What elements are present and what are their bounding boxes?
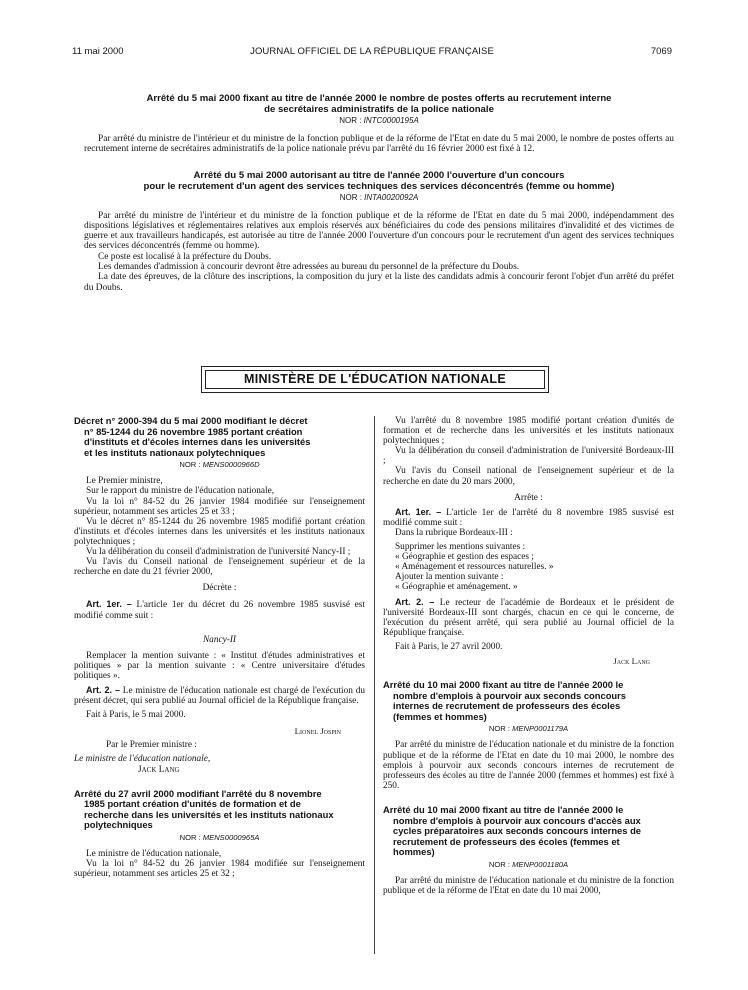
paragraph: Vu la loi n° 84-52 du 26 janvier 1984 modifiée sur l'enseignement supérieur, notamment ses articles 25 et 33 ;	[74, 496, 365, 517]
journal-title: JOURNAL OFFICIEL DE LA RÉPUBLIQUE FRANÇAISE	[250, 46, 494, 57]
paragraph: Vu l'arrêté du 8 novembre 1985 modifié portant création d'unités de formation et de recherche dans les universités et les instituts nationaux polytechniques ;	[383, 416, 674, 447]
nor-reference: NOR : MENS0000965A	[179, 833, 260, 842]
arrete-section-2	[84, 170, 674, 293]
paragraph: Par arrêté du ministre de l'éducation nationale et du ministre de la fonction publique et de la réforme de l'Etat en date du 10 mai 2000,	[383, 875, 674, 896]
fait-line: Fait à Paris, le 27 avril 2000.	[395, 641, 503, 652]
paragraph: Par arrêté du ministre de l'intérieur et du ministre de la fonction publique et de la réforme de l'Etat en date du 5 mai 2000, le nombre de postes offerts au recrutement interne de secrétaires administratifs de la police nationale prévu par l'arrêté du 16 février 2000 est fixé à 12.	[84, 134, 674, 155]
paragraph: Vu la délibération du conseil d'administration de l'université Bordeaux-III ;	[383, 446, 674, 467]
minister-title: Le ministre de l'éducation nationale,	[74, 754, 211, 765]
arrete-title: Arrêté du 27 avril 2000 modifiant l'arrêté du 8 novembre 1985 portant création d'unités de formation et de recherche dans les universités et les instituts nationaux polytechniques	[74, 787, 334, 831]
article-2: Art. 2. – Le ministre de l'éducation nationale est chargé de l'exécution du présent décret, qui sera publié au Journal officiel de la République française.	[74, 684, 365, 707]
signature-lang: Jack Lang	[613, 655, 650, 666]
fait-line: Fait à Paris, le 5 mai 2000.	[86, 710, 186, 721]
paragraph: Ce poste est localisé à la préfecture du Doubs.	[98, 251, 272, 262]
article-1: Art. 1er. – L'article 1er de l'arrêté du 8 novembre 1985 susvisé est modifié comme suit :	[383, 506, 675, 528]
decret-title: Décret n° 2000-394 du 5 mai 2000 modifiant le décret n° 85-1244 du 26 novembre 1985 portant création d'instituts et d'écoles internes dans les universités et les instituts nationaux polytechniques	[74, 415, 311, 458]
paragraph: Vu la délibération du conseil d'administration de l'université Nancy-II ;	[86, 547, 351, 558]
nor-reference: NOR : MENP0001179A	[488, 724, 569, 734]
paragraph: Vu la loi n° 84-52 du 26 janvier 1984 modifiée sur l'enseignement supérieur, notamment ses articles 25 et 32 ;	[74, 859, 365, 880]
nor-reference: NOR : INTC0000195A	[339, 116, 419, 125]
ajouter-line: Ajouter la mention suivante :	[395, 572, 504, 583]
signature-lang: Jack Lang	[138, 764, 180, 775]
paragraph: Par arrêté du ministre de l'éducation nationale et du ministre de la fonction publique et de la réforme de l'Etat en date du 10 mai 2000, le nombre des emplois à pourvoir aux seconds concours internes de recrutement de professeurs des écoles au titre de l'année 2000 (femmes et hommes) est fixé à 250.	[383, 740, 674, 791]
paragraph: Le ministre de l'éducation nationale,	[86, 849, 222, 859]
nor-reference: NOR : MENS0000966D	[179, 460, 260, 470]
arrete-section-1	[84, 93, 674, 155]
paragraph: Vu le décret n° 85-1244 du 26 novembre 1985 modifié portant création d'instituts et d'écoles internes dans les universités et les instituts nationaux polytechniques ;	[74, 516, 365, 547]
page-header	[72, 46, 672, 60]
page-number: 7069	[650, 46, 672, 57]
right-column	[383, 416, 674, 896]
paragraph: Vu l'avis du Conseil national de l'enseignement supérieur et de la recherche en date du 20 mars 2000,	[383, 466, 674, 487]
paragraph: Remplacer la mention suivante : « Institut d'études administratives et politiques » par la mention suivante : « Centre universitaire d'études politiques ».	[74, 650, 365, 681]
paragraph: Les demandes d'admission à concourir devront être adressées au bureau du personnel de la préfecture du Doubs.	[98, 262, 520, 273]
decrete-label: Décrète :	[202, 583, 237, 594]
paragraph: Vu l'avis du Conseil national de l'enseignement supérieur et de la recherche en date du 21 février 2000,	[74, 557, 365, 578]
section-title: Arrêté du 5 mai 2000 fixant au titre de l'année 2000 le nombre de postes offerts au recrutement interne de secrétaires administratifs de la police nationale	[146, 93, 612, 115]
nor-reference: NOR : INTA0020092A	[339, 192, 419, 202]
paragraph: Par arrêté du ministre de l'intérieur et du ministre de la fonction publique et de la réforme de l'Etat en date du 5 mai 2000, indépendamment des dispositions législatives et réglementaires relatives aux emplois réservés aux bénéficiaires du code des pensions militaires d'invalidité et des victimes de guerre et aux travailleurs handicapés, est autorisée au titre de l'année 2000 l'ouverture d'un concours pour le recrutement d'un agent des services techniques des services déconcentrés (femme ou homme).	[84, 210, 674, 252]
nor-reference: NOR : MENP0001180A	[488, 859, 569, 869]
paragraph: La date des épreuves, de la clôture des inscriptions, la composition du jury et la liste des candidats admis à concourir feront l'objet d'un arrêté du préfet du Doubs.	[84, 272, 674, 293]
arrete-title: Arrêté du 10 mai 2000 fixant au titre de l'année 2000 le nombre d'emplois à pourvoir aux concours d'accès aux cycles préparatoires aux seconds concours internes de recrutement de professeurs des écoles (femmes et hommes)	[383, 803, 642, 858]
section-title: Arrêté du 5 mai 2000 autorisant au titre de l'année 2000 l'ouverture d'un concours pour le recrutement d'un agent des services techniques des services déconcentrés (femme ou homme)	[143, 169, 615, 192]
left-column	[74, 416, 365, 879]
mention-line: « Géographie et gestion des espaces ;	[395, 552, 534, 563]
arrete-title: Arrêté du 10 mai 2000 fixant au titre de l'année 2000 le nombre d'emplois à pourvoir aux seconds concours internes de recrutement de professeurs des écoles (femmes et hommes)	[383, 679, 627, 722]
top-sections	[84, 93, 674, 293]
ministry-banner	[201, 366, 549, 393]
paragraph: Le Premier ministre,	[86, 476, 163, 487]
supprimer-line: Supprimer les mentions suivantes :	[395, 542, 526, 553]
arrete-label: Arrête :	[514, 492, 543, 503]
par-le-premier-ministre: Par le Premier ministre :	[106, 740, 197, 751]
paragraph: Sur le rapport du ministre de l'éducation nationale,	[86, 486, 275, 497]
ministry-title: MINISTÈRE DE L'ÉDUCATION NATIONALE	[205, 370, 545, 389]
rubrique-line: Dans la rubrique Bordeaux-III :	[395, 527, 513, 538]
section-heading: Nancy-II	[202, 634, 237, 645]
article-2: Art. 2. – Le recteur de l'académie de Bordeaux et le président de l'université Bordeaux-III sont chargés, chacun en ce qui le concerne, de l'exécution du présent arrêté, qui sera publié au Journal officiel de la République française.	[383, 596, 675, 638]
header-date: 11 mai 2000	[72, 46, 124, 57]
column-divider	[374, 416, 375, 954]
mention-line: « Géographie et aménagement. »	[395, 582, 518, 593]
signature-jospin: Lionel Jospin	[294, 726, 341, 737]
article-1: Art. 1er. – L'article 1er du décret du 26 novembre 1985 susvisé est modifié comme suit :	[74, 599, 365, 621]
mention-line: « Aménagement et ressources naturelles. »	[395, 562, 554, 573]
